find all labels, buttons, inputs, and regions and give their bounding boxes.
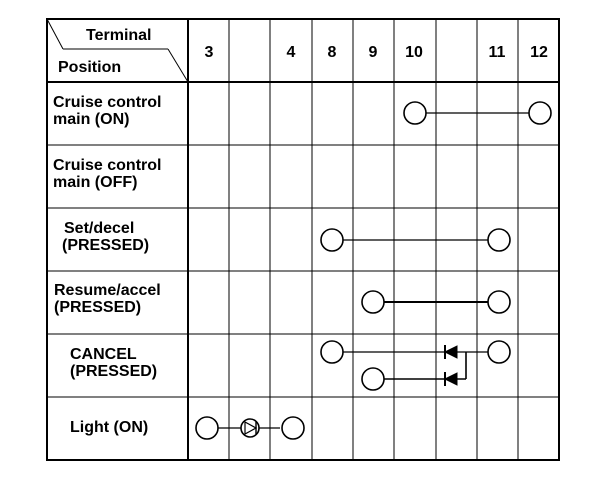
column-label: 8: [327, 44, 337, 61]
row-label: Light (ON): [70, 419, 149, 436]
terminal-node: [362, 291, 384, 313]
diode-icon: [445, 346, 457, 358]
row-label: main (OFF): [53, 174, 138, 191]
column-label: 9: [368, 44, 378, 61]
terminal-node: [488, 341, 510, 363]
column-label: 4: [286, 44, 296, 61]
column-label: 3: [204, 44, 214, 61]
header-position-label: Position: [58, 59, 122, 76]
terminal-node: [529, 102, 551, 124]
terminal-node: [362, 368, 384, 390]
column-label: 10: [405, 44, 423, 61]
row-label: Resume/accel: [54, 282, 161, 299]
row-label: Cruise control: [53, 157, 162, 174]
terminal-node: [404, 102, 426, 124]
row-label: main (ON): [53, 111, 130, 128]
row-label: (PRESSED): [54, 299, 142, 316]
connection-light-on: [196, 417, 304, 439]
terminal-node: [196, 417, 218, 439]
column-labels: [205, 44, 548, 61]
terminal-node: [488, 291, 510, 313]
row-label: CANCEL: [70, 346, 137, 363]
header-terminal-label: Terminal: [86, 27, 152, 44]
connection-cancel: [321, 341, 510, 390]
terminal-node: [321, 341, 343, 363]
terminal-node: [282, 417, 304, 439]
diode-icon: [445, 373, 457, 385]
terminal-node: [488, 229, 510, 251]
row-label: Set/decel: [64, 220, 135, 237]
row-label: Cruise control: [53, 94, 162, 111]
connection-set-decel: [321, 229, 510, 251]
row-label: (PRESSED): [70, 363, 158, 380]
column-label: 11: [488, 44, 506, 61]
column-label: 12: [530, 44, 548, 61]
row-label: (PRESSED): [62, 237, 150, 254]
terminal-node: [321, 229, 343, 251]
